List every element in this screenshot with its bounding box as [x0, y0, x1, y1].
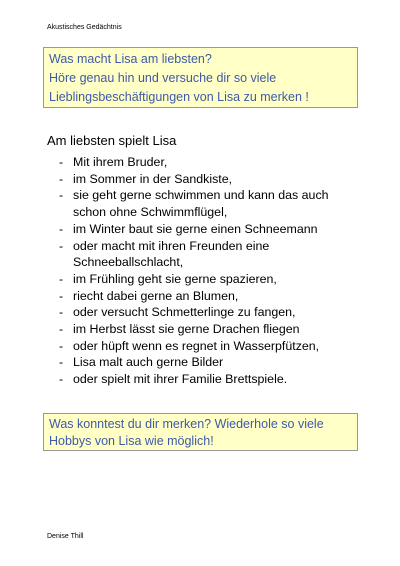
dash-bullet: -: [59, 338, 64, 353]
dash-bullet: -: [59, 188, 64, 203]
list-item: - oder versucht Schmetterlinge zu fangen,: [59, 305, 296, 320]
question-text: Was konntest du dir merken? Wiederhole so viele Hobbys von Lisa wie möglich!: [49, 417, 324, 448]
dash-bullet: -: [59, 288, 64, 303]
list-item: - im Sommer in der Sandkiste,: [59, 171, 233, 186]
intro-box-instruction: Höre genau hin und versuche dir so viele Lieblingsbeschäftigungen von Lisa zu merken !: [49, 71, 309, 104]
dash-bullet: -: [59, 238, 64, 253]
intro-box-title: Was macht Lisa am liebsten?: [49, 52, 212, 66]
intro-box: [43, 47, 358, 108]
list-item: - riecht dabei gerne an Blumen,: [59, 288, 239, 303]
dash-bullet: -: [59, 322, 64, 337]
question-box: [43, 413, 358, 451]
dash-bullet: -: [59, 372, 64, 387]
list-item: - Mit ihrem Bruder,: [59, 155, 168, 169]
dash-bullet: -: [59, 305, 64, 320]
list-item: - sie geht gerne schwimmen und kann das auch schon ohne Schwimmflügel,: [59, 188, 329, 220]
list-item: - im Frühling geht sie gerne spazieren,: [59, 271, 277, 286]
dash-bullet: -: [59, 271, 64, 286]
list-item: - oder spielt mit ihrer Familie Brettspiele.: [59, 372, 288, 387]
dash-bullet: -: [59, 171, 64, 186]
list-item: - Lisa malt auch gerne Bilder: [59, 355, 224, 370]
hobby-list: [59, 154, 359, 388]
list-item: - im Herbst lässt sie gerne Drachen fliegen: [59, 322, 300, 337]
list-item: - oder macht mit ihren Freunden eine Schneeballschlacht,: [59, 238, 270, 270]
list-item: - im Winter baut sie gerne einen Schneemann: [59, 221, 318, 236]
story-intro: Am liebsten spielt Lisa: [47, 133, 177, 148]
dash-bullet: -: [59, 221, 64, 236]
page-footer: Denise Thill: [47, 533, 84, 540]
page-header: Akustisches Gedächtnis: [47, 24, 122, 31]
dash-bullet: -: [59, 155, 64, 169]
dash-bullet: -: [59, 355, 64, 370]
list-item: - oder hüpft wenn es regnet in Wasserpfützen,: [59, 338, 320, 353]
